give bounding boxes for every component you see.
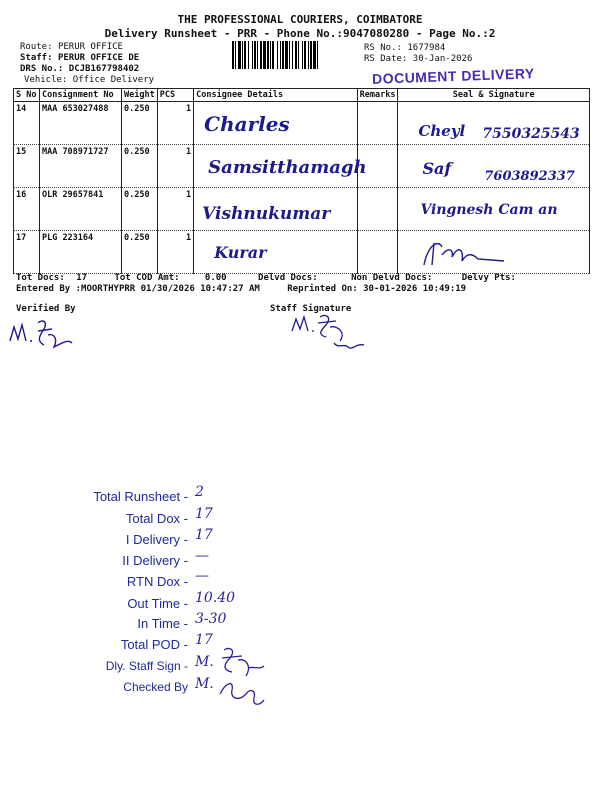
verified-signature bbox=[8, 315, 78, 355]
row-seal: Cheyl bbox=[418, 122, 466, 140]
barcode-bar bbox=[289, 41, 290, 69]
summary-value: M. bbox=[195, 654, 214, 670]
summary-value: — bbox=[195, 548, 209, 564]
summary-label: In Time - bbox=[137, 616, 188, 631]
row-weight: 0.250 bbox=[121, 102, 157, 145]
staff-value: PERUR OFFICE DE bbox=[57, 53, 140, 63]
barcode-bar bbox=[292, 41, 293, 69]
table-row bbox=[14, 102, 590, 145]
table-row bbox=[14, 145, 590, 188]
row-seal: Vingnesh Cam an bbox=[420, 202, 558, 218]
row-seal: Saf bbox=[422, 159, 452, 178]
row-consignee-cell bbox=[194, 188, 357, 231]
tot-docs-value: 17 bbox=[76, 273, 88, 283]
barcode-bar bbox=[295, 41, 297, 69]
barcode-bar bbox=[270, 41, 271, 69]
barcode-bar bbox=[267, 41, 269, 69]
entered-line bbox=[16, 283, 466, 295]
document-delivery-stamp: DOCUMENT DELIVERY bbox=[371, 65, 536, 87]
summary-label: I Delivery - bbox=[125, 532, 188, 547]
vehicle-line bbox=[24, 74, 154, 86]
summary-value: — bbox=[195, 568, 209, 584]
tot-cod-label: Tot COD Amt: bbox=[114, 273, 180, 283]
col-seal: Seal & Signature bbox=[398, 89, 590, 102]
barcode-bar bbox=[310, 41, 312, 69]
summary-label: Total Dox - bbox=[125, 511, 188, 526]
barcode-bar bbox=[302, 41, 303, 69]
barcode-bar bbox=[252, 41, 253, 69]
barcode-bar bbox=[238, 41, 241, 69]
drs-label: DRS No.: bbox=[20, 64, 64, 74]
reprinted-on: Reprinted On: 30-01-2026 10:49:19 bbox=[287, 284, 467, 294]
rs-date-line bbox=[364, 53, 472, 65]
summary-label: Checked By bbox=[123, 680, 188, 694]
summary-label: RTN Dox - bbox=[126, 574, 188, 589]
dly-staff-signature bbox=[218, 646, 268, 680]
row-seal-cell bbox=[398, 231, 590, 274]
col-consignee: Consignee Details bbox=[194, 89, 357, 102]
rs-no-value: 1677984 bbox=[407, 43, 446, 53]
staff-handwritten-signature bbox=[290, 313, 370, 358]
staff-label: Staff: bbox=[20, 53, 53, 63]
row-consignment: OLR 29657841 bbox=[39, 188, 121, 231]
row-pcs: 1 bbox=[157, 231, 193, 274]
barcode-bar bbox=[277, 41, 278, 69]
table-row bbox=[14, 231, 590, 274]
summary-value: M. bbox=[195, 676, 214, 692]
summary-value: 17 bbox=[195, 632, 213, 648]
row-pcs: 1 bbox=[157, 102, 193, 145]
row-pcs: 1 bbox=[157, 188, 193, 231]
barcode-bar bbox=[308, 41, 309, 69]
route-label: Route: bbox=[20, 42, 53, 52]
table-row bbox=[14, 188, 590, 231]
row-remarks bbox=[357, 188, 398, 231]
col-consignment: Consignment No bbox=[39, 89, 121, 102]
row-sno: 16 bbox=[14, 188, 40, 231]
company-title: THE PROFESSIONAL COURIERS, COIMBATORE bbox=[177, 13, 423, 26]
row-consignee: Vishnukumar bbox=[202, 204, 331, 224]
barcode-bar bbox=[263, 41, 266, 69]
row-weight: 0.250 bbox=[121, 145, 157, 188]
barcode-bar bbox=[285, 41, 288, 69]
table-header-row bbox=[14, 89, 590, 102]
row-remarks bbox=[357, 102, 398, 145]
runsheet-table bbox=[13, 88, 590, 274]
verified-by-label: Verified By bbox=[16, 304, 76, 314]
row-sno: 15 bbox=[14, 145, 40, 188]
col-remarks: Remarks bbox=[357, 89, 398, 102]
summary-value: 2 bbox=[195, 484, 204, 500]
row-pcs: 1 bbox=[157, 145, 193, 188]
delvy-pts-label: Delvy Pts: bbox=[461, 273, 516, 283]
row-weight: 0.250 bbox=[121, 231, 157, 274]
barcode-bar bbox=[235, 41, 236, 69]
summary-value: 10.40 bbox=[195, 590, 236, 606]
barcode bbox=[232, 41, 360, 69]
tot-cod-value: 0.00 bbox=[204, 273, 227, 283]
tot-docs-label: Tot Docs: bbox=[16, 273, 65, 283]
summary-label: Total Runsheet - bbox=[93, 489, 188, 504]
row-consignment: PLG 223164 bbox=[39, 231, 121, 274]
row-seal-cell bbox=[398, 188, 590, 231]
row-sno: 14 bbox=[14, 102, 40, 145]
handwritten-signature bbox=[418, 235, 508, 269]
barcode-bar bbox=[282, 41, 284, 69]
barcode-bar bbox=[244, 41, 246, 69]
row-consignee: Charles bbox=[204, 112, 290, 136]
col-weight: Weight bbox=[121, 89, 157, 102]
vehicle-value: Office Delivery bbox=[72, 75, 155, 85]
barcode-bar bbox=[304, 41, 306, 69]
barcode-bar bbox=[242, 41, 243, 69]
row-remarks bbox=[357, 231, 398, 274]
row-consignee-cell bbox=[194, 145, 367, 188]
route-value: PERUR OFFICE bbox=[57, 42, 123, 52]
rs-no-label: RS No.: bbox=[364, 43, 402, 53]
barcode-bar bbox=[260, 41, 262, 69]
delvd-docs-label: Delvd Docs: bbox=[258, 273, 318, 283]
row-consignee: Samsitthamagh bbox=[208, 157, 367, 178]
row-consignment: MAA 653027488 bbox=[39, 102, 121, 145]
staff-signature-label: Staff Signature bbox=[270, 304, 352, 314]
col-sno: S No bbox=[14, 89, 40, 102]
drs-value: DCJB167798402 bbox=[68, 64, 140, 74]
row-phone: 7603892337 bbox=[484, 169, 575, 184]
barcode-bar bbox=[257, 41, 258, 69]
row-consignment: MAA 708971727 bbox=[39, 145, 121, 188]
rs-date-label: RS Date: bbox=[364, 54, 408, 64]
row-consignee-cell bbox=[194, 102, 357, 145]
row-sno: 17 bbox=[14, 231, 40, 274]
barcode-bar bbox=[317, 41, 318, 69]
summary-label: Total POD - bbox=[120, 637, 188, 652]
barcode-bar bbox=[248, 41, 249, 69]
row-weight: 0.250 bbox=[121, 188, 157, 231]
barcode-bar bbox=[280, 41, 281, 69]
summary-value: 17 bbox=[195, 506, 213, 522]
rs-date-value: 30-Jan-2026 bbox=[412, 54, 473, 64]
col-pcs: PCS bbox=[157, 89, 193, 102]
summary-value: 3-30 bbox=[195, 611, 227, 627]
barcode-bar bbox=[272, 41, 274, 69]
entered-by: Entered By :MOORTHYPRR 01/30/2026 10:47:27 AM bbox=[16, 284, 260, 294]
checked-by-signature bbox=[216, 676, 266, 710]
row-seal-cell bbox=[398, 102, 590, 145]
summary-label: II Delivery - bbox=[122, 553, 188, 568]
row-seal-cell bbox=[398, 145, 590, 188]
summary-value: 17 bbox=[195, 527, 213, 543]
row-consignee-cell bbox=[194, 231, 357, 274]
summary-label: Out Time - bbox=[127, 596, 188, 611]
barcode-bar bbox=[298, 41, 299, 69]
summary-label: Dly. Staff Sign - bbox=[105, 659, 188, 673]
non-delvd-docs-label: Non Delvd Docs: bbox=[351, 273, 433, 283]
vehicle-label: Vehicle: bbox=[24, 75, 68, 85]
row-consignee: Kurar bbox=[214, 243, 267, 262]
runsheet-title: Delivery Runsheet - PRR - Phone No.:9047080280 - Page No.:2 bbox=[104, 27, 496, 40]
barcode-bar bbox=[232, 41, 234, 69]
row-phone: 7550325543 bbox=[482, 126, 580, 142]
barcode-bar bbox=[313, 41, 316, 69]
barcode-bar bbox=[254, 41, 256, 69]
